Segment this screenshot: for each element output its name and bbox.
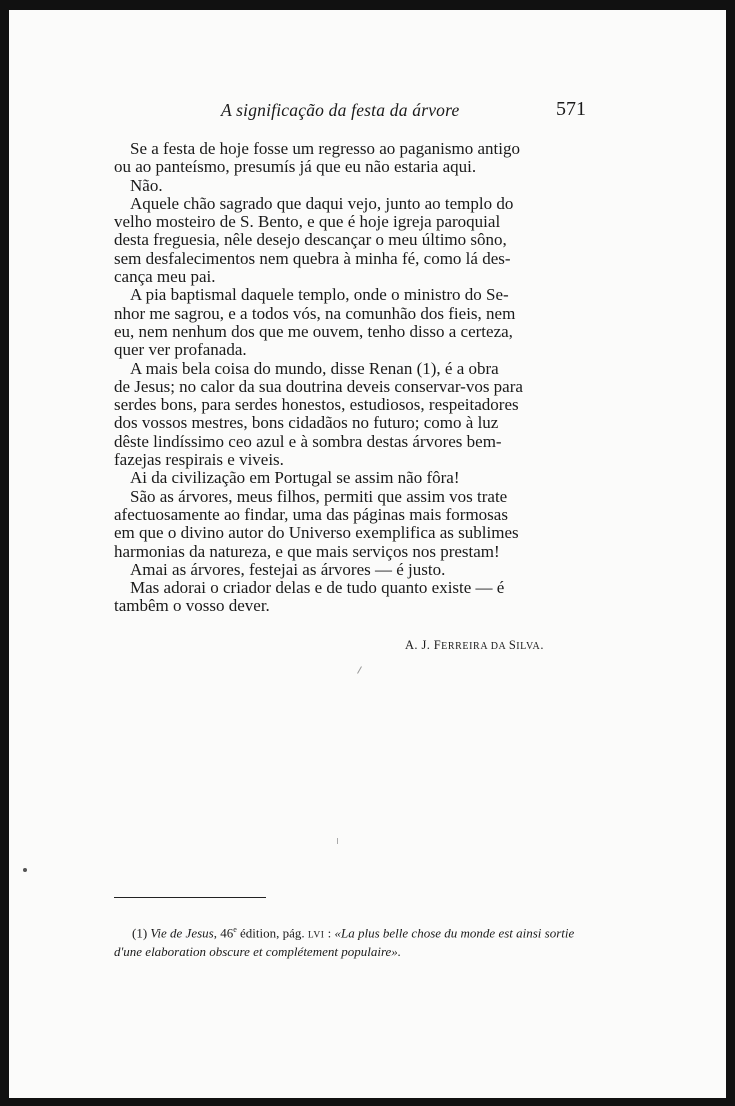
footnote-edition: , 46 xyxy=(213,925,234,941)
signature-last-name: ILVA xyxy=(516,641,541,652)
text-line: dêste lindíssimo ceo azul e à sombra destas árvores bem- xyxy=(114,431,502,451)
signature-initials: A. J. F xyxy=(405,638,442,652)
footnote-quote: «La plus belle chose du monde est ainsi sortie d'une elaboration obscure et complétement populaire». xyxy=(114,925,575,959)
text-line: de Jesus; no calor da sua doutrina deveis conservar-vos para xyxy=(114,376,523,396)
footnote-page-roman: LVI xyxy=(307,930,325,941)
text-line: fazejas respirais e viveis. xyxy=(114,450,284,470)
text-line: cança meu pai. xyxy=(114,267,216,287)
text-line: dos vossos mestres, bons cidadãos no futuro; como à luz xyxy=(114,413,499,433)
text-line: ou ao panteísmo, presumís já que eu não estaria aqui. xyxy=(114,157,477,177)
text-line: A mais bela coisa do mundo, disse Renan (1), é a obra xyxy=(130,358,499,378)
text-line: harmonias da natureza, e que mais serviços nos prestam! xyxy=(114,541,500,561)
text-line: Mas adorai o criador delas e de tudo quanto existe — é xyxy=(130,578,505,598)
text-line: São as árvores, meus filhos, permiti que assim vos trate xyxy=(130,486,508,506)
text-line: Não. xyxy=(130,175,163,195)
signature-s-capital: S xyxy=(508,638,517,652)
footnote xyxy=(114,922,587,959)
footnote-colon: : xyxy=(324,925,335,941)
footnote-title: Vie de Jesus xyxy=(150,925,214,941)
scan-speck xyxy=(357,666,362,673)
text-line: velho mosteiro de S. Bento, e que é hoje igreja paroquial xyxy=(114,212,501,232)
text-line: afectuosamente ao findar, uma das páginas mais formosas xyxy=(114,504,508,524)
scan-speck xyxy=(337,838,338,844)
text-line: tambêm o vosso dever. xyxy=(114,596,270,616)
page-number: 571 xyxy=(556,98,586,120)
footnote-rule xyxy=(114,897,266,898)
signature-particle: DA xyxy=(487,641,509,652)
text-line: Aquele chão sagrado que daqui vejo, junto ao templo do xyxy=(130,193,514,213)
body-text xyxy=(114,140,587,616)
text-line: Amai as árvores, festejai as árvores — é justo. xyxy=(130,559,446,579)
footnote-superscript: e xyxy=(233,925,237,934)
signature xyxy=(405,638,544,653)
running-title: A significação da festa da árvore xyxy=(221,100,460,120)
text-line: eu, nem nenhum dos que me ouvem, tenho disso a certeza, xyxy=(114,321,513,341)
text-line: sem desfalecimentos nem quebra à minha fé, como lá des- xyxy=(114,248,511,268)
text-line: Ai da civilização em Portugal se assim não fôra! xyxy=(130,468,460,488)
text-line: desta freguesia, nêle desejo descançar o meu último sôno, xyxy=(114,230,507,250)
footnote-edition-rest: édition, pág. xyxy=(236,925,308,941)
text-line: serdes bons, para serdes honestos, estudiosos, respeitadores xyxy=(114,395,519,415)
footnote-marker: (1) xyxy=(132,925,151,941)
text-line: em que o divino autor do Universo exemplifica as sublimes xyxy=(114,523,519,543)
text-line: Se a festa de hoje fosse um regresso ao paganismo antigo xyxy=(130,139,520,158)
text-line: quer ver profanada. xyxy=(114,340,247,360)
signature-dot: . xyxy=(540,638,544,652)
text-line: nhor me sagrou, e a todos vós, na comunhão dos fieis, nem xyxy=(114,303,516,323)
text-line: A pia baptismal daquele templo, onde o ministro do Se- xyxy=(130,285,509,305)
scan-speck xyxy=(23,868,27,872)
signature-surname: ERREIRA xyxy=(441,641,488,652)
